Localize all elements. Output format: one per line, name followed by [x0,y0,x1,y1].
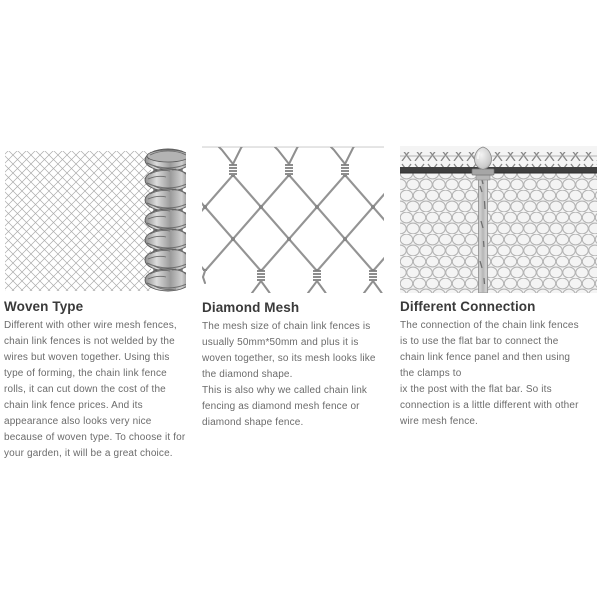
text-line: The mesh size of chain link fences is [202,321,371,332]
text-line: woven together, so its mesh looks like [202,353,376,364]
text-line: type of forming, the chain link fence [4,368,167,379]
fence-post-connection-image [400,146,597,293]
heading-woven-type: Woven Type [4,299,84,314]
text-line: because of woven type. To choose it for [4,432,186,443]
diamond-mesh-closeup-image [202,146,384,294]
woven-type-fence-roll-image [4,146,186,293]
heading-different-connection: Different Connection [400,299,536,314]
text-woven-type [4,318,186,462]
text-different-connection [400,318,597,430]
text-line: chain link fence panel and then using [400,352,571,363]
text-line: chain link fence prices. And its [4,400,143,411]
column-woven-type [4,146,186,462]
text-line: Different with other wire mesh fences, [4,320,177,331]
text-line: wire mesh fence. [400,416,478,427]
text-line: your garden, it will be a great choice. [4,448,173,459]
text-diamond-mesh [202,319,384,431]
text-line: is to use the flat bar to connect the [400,336,559,347]
text-line: The connection of the chain link fences [400,320,579,331]
heading-diamond-mesh: Diamond Mesh [202,300,300,315]
column-different-connection [400,146,597,430]
text-line: wires but woven together. Using this [4,352,170,363]
text-line: ix the post with the flat bar. So its [400,384,552,395]
text-line: usually 50mm*50mm and plus it is [202,337,359,348]
text-line: the diamond shape. [202,369,293,380]
text-line: rolls, it can cut down the cost of the [4,384,166,395]
text-line: This is also why we called chain link [202,385,368,396]
text-line: connection is a little different with other [400,400,579,411]
text-line: the clamps to [400,368,462,379]
text-line: fencing as diamond mesh fence or [202,401,360,412]
column-diamond-mesh [202,146,384,431]
text-line: appearance also looks very nice [4,416,152,427]
text-line: diamond shape fence. [202,417,304,428]
text-line: chain link fences is not welded by the [4,336,175,347]
